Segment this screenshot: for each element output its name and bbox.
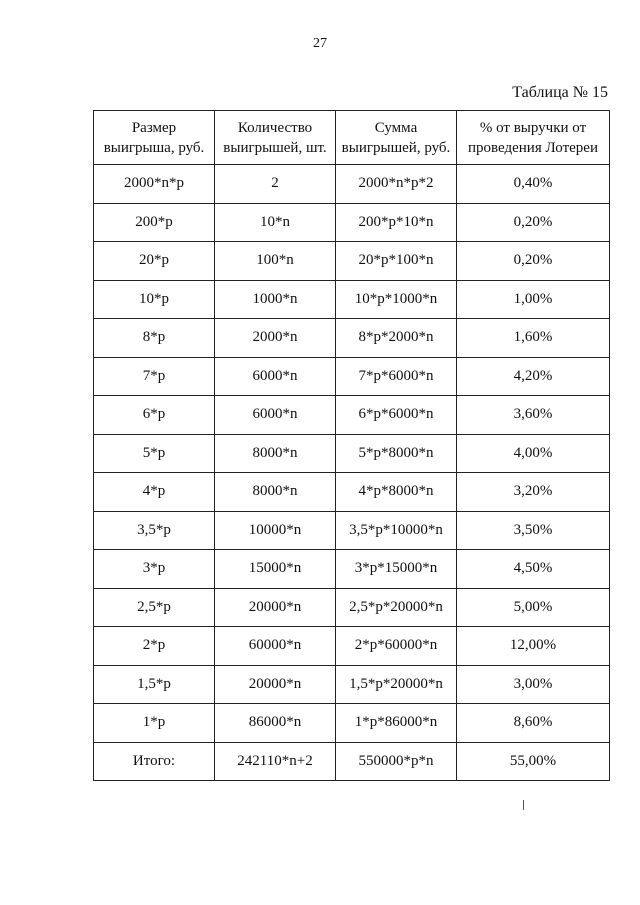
table-row — [94, 627, 610, 666]
cell-prize-sum: 1,5*p*20000*n — [336, 665, 457, 704]
cell-prize-count: 1000*n — [215, 280, 336, 319]
cell-prize-sum: 4*p*8000*n — [336, 473, 457, 512]
cell-prize-size: 2000*n*p — [94, 165, 215, 204]
table-row — [94, 165, 610, 204]
cell-prize-count: 2 — [215, 165, 336, 204]
cell-prize-size: 7*p — [94, 357, 215, 396]
table-row — [94, 203, 610, 242]
table-row — [94, 319, 610, 358]
cell-prize-sum: 2,5*p*20000*n — [336, 588, 457, 627]
cell-prize-count: 86000*n — [215, 704, 336, 743]
cell-revenue-percent: 8,60% — [457, 704, 610, 743]
cell-prize-count: 2000*n — [215, 319, 336, 358]
cell-prize-size: 20*p — [94, 242, 215, 281]
cell-prize-size: 200*p — [94, 203, 215, 242]
cell-total-label: Итого: — [94, 742, 215, 781]
cell-revenue-percent: 0,40% — [457, 165, 610, 204]
table-header-row — [94, 111, 610, 165]
page-number: 27 — [313, 36, 327, 51]
cell-prize-size: 3*p — [94, 550, 215, 589]
cell-revenue-percent: 4,50% — [457, 550, 610, 589]
cell-prize-size: 3,5*p — [94, 511, 215, 550]
cell-prize-size: 2*p — [94, 627, 215, 666]
cell-prize-sum: 6*p*6000*n — [336, 396, 457, 435]
table-row — [94, 242, 610, 281]
cell-prize-count: 100*n — [215, 242, 336, 281]
cell-revenue-percent: 1,00% — [457, 280, 610, 319]
cell-prize-size: 1,5*p — [94, 665, 215, 704]
header-prize-count: Количество выигрышей, шт. — [215, 111, 336, 165]
cell-revenue-percent: 3,50% — [457, 511, 610, 550]
cell-prize-size: 2,5*p — [94, 588, 215, 627]
cell-total-sum: 550000*p*n — [336, 742, 457, 781]
cell-prize-sum: 20*p*100*n — [336, 242, 457, 281]
cell-prize-count: 10000*n — [215, 511, 336, 550]
cell-prize-count: 20000*n — [215, 665, 336, 704]
table-row — [94, 550, 610, 589]
cell-prize-count: 8000*n — [215, 473, 336, 512]
cell-revenue-percent: 5,00% — [457, 588, 610, 627]
cell-prize-sum: 200*p*10*n — [336, 203, 457, 242]
cell-prize-count: 6000*n — [215, 357, 336, 396]
table-row — [94, 511, 610, 550]
table-row — [94, 434, 610, 473]
cell-revenue-percent: 3,20% — [457, 473, 610, 512]
table-row — [94, 473, 610, 512]
cell-revenue-percent: 1,60% — [457, 319, 610, 358]
table-caption: Таблица № 15 — [512, 84, 608, 101]
cell-prize-sum: 3*p*15000*n — [336, 550, 457, 589]
table-row — [94, 396, 610, 435]
cell-prize-sum: 5*p*8000*n — [336, 434, 457, 473]
cell-prize-sum: 3,5*p*10000*n — [336, 511, 457, 550]
cell-prize-size: 5*p — [94, 434, 215, 473]
cell-revenue-percent: 3,00% — [457, 665, 610, 704]
cell-revenue-percent: 12,00% — [457, 627, 610, 666]
header-prize-size: Размер выигрыша, руб. — [94, 111, 215, 165]
cell-revenue-percent: 0,20% — [457, 242, 610, 281]
cell-prize-count: 20000*n — [215, 588, 336, 627]
table-row — [94, 588, 610, 627]
cell-prize-size: 1*p — [94, 704, 215, 743]
cell-prize-count: 10*n — [215, 203, 336, 242]
cell-prize-size: 6*p — [94, 396, 215, 435]
cell-revenue-percent: 3,60% — [457, 396, 610, 435]
prize-table — [93, 110, 610, 781]
cell-prize-sum: 2000*n*p*2 — [336, 165, 457, 204]
cell-prize-count: 6000*n — [215, 396, 336, 435]
header-revenue-percent: % от выручки от проведения Лотереи — [457, 111, 610, 165]
cell-revenue-percent: 0,20% — [457, 203, 610, 242]
cell-prize-sum: 1*p*86000*n — [336, 704, 457, 743]
cell-prize-count: 8000*n — [215, 434, 336, 473]
cell-total-percent: 55,00% — [457, 742, 610, 781]
table-row — [94, 357, 610, 396]
cell-total-count: 242110*n+2 — [215, 742, 336, 781]
cell-prize-sum: 10*p*1000*n — [336, 280, 457, 319]
table-row — [94, 665, 610, 704]
cell-prize-size: 8*p — [94, 319, 215, 358]
cell-revenue-percent: 4,00% — [457, 434, 610, 473]
table-row — [94, 704, 610, 743]
cell-prize-count: 60000*n — [215, 627, 336, 666]
cell-prize-count: 15000*n — [215, 550, 336, 589]
cell-prize-sum: 2*p*60000*n — [336, 627, 457, 666]
cell-prize-sum: 7*p*6000*n — [336, 357, 457, 396]
cell-revenue-percent: 4,20% — [457, 357, 610, 396]
header-prize-sum: Сумма выигрышей, руб. — [336, 111, 457, 165]
table-total-row — [94, 742, 610, 781]
cell-prize-size: 10*p — [94, 280, 215, 319]
scan-mark — [523, 800, 524, 810]
cell-prize-sum: 8*p*2000*n — [336, 319, 457, 358]
table-row — [94, 280, 610, 319]
cell-prize-size: 4*p — [94, 473, 215, 512]
